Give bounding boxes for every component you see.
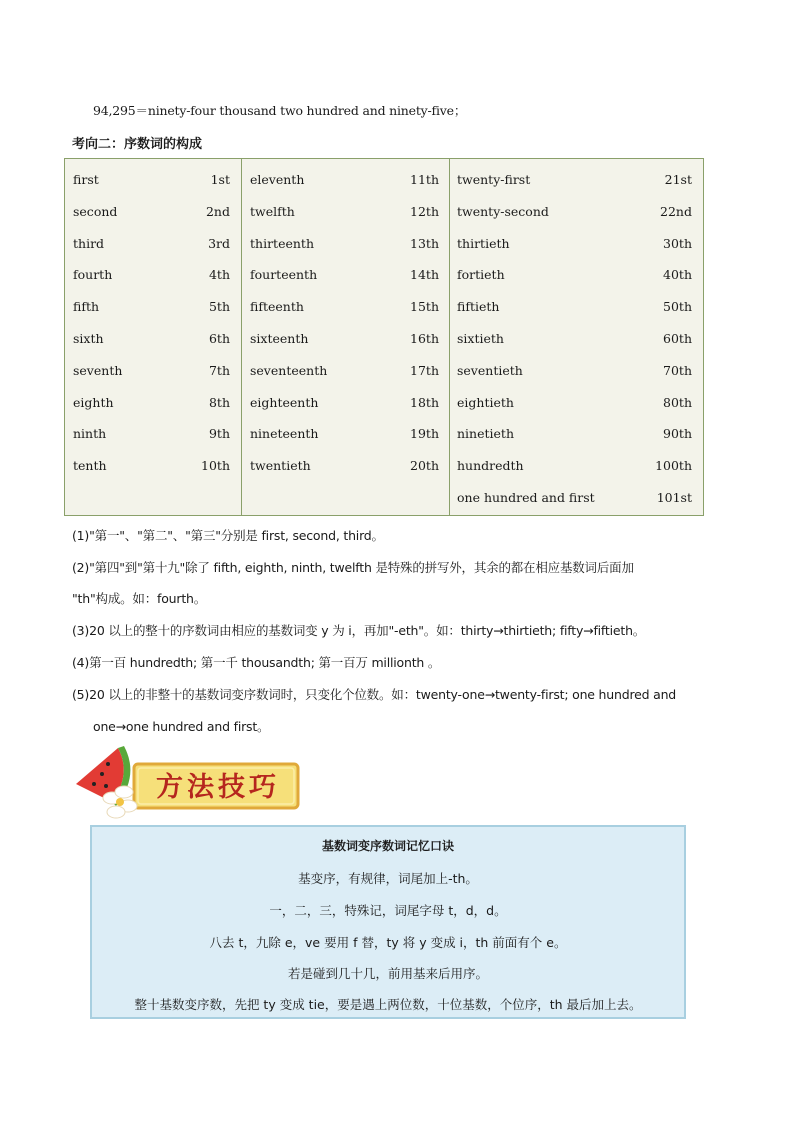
ordinal-row bbox=[450, 393, 703, 413]
ordinal-word: nineteenth bbox=[250, 426, 319, 442]
note-4: (4)第一百 hundredth; 第一千 thousandth; 第一百万 millionth 。 bbox=[72, 655, 441, 670]
ordinal-abbrev: 16th bbox=[410, 331, 439, 346]
ordinal-word: eighteenth bbox=[250, 394, 319, 410]
ordinal-word: twenty-first bbox=[457, 172, 531, 187]
ordinal-abbrev: 17th bbox=[410, 362, 439, 378]
ordinal-word: ninetieth bbox=[457, 426, 514, 442]
ordinal-word: thirtieth bbox=[457, 235, 510, 251]
section-title: 考向二：序数词的构成 bbox=[72, 137, 203, 152]
ordinal-abbrev: 8th bbox=[208, 394, 230, 410]
ordinal-abbrev: 15th bbox=[410, 299, 439, 315]
note-2-line-1: (2)"第四"到"第十九"除了 fifth, eighth, ninth, twelfth 是特殊的拼写外，其余的都在相应基数词后面加 bbox=[72, 560, 634, 575]
ordinal-word: one hundred and first bbox=[457, 490, 595, 505]
ordinal-word: ninth bbox=[73, 426, 107, 442]
ordinal-abbrev: 40th bbox=[663, 267, 692, 283]
ordinal-row bbox=[450, 170, 703, 190]
ordinal-abbrev: 11th bbox=[410, 172, 439, 187]
ordinal-abbrev: 21st bbox=[664, 172, 692, 187]
ordinal-word: tenth bbox=[73, 458, 107, 474]
ordinal-word: twelfth bbox=[250, 203, 295, 219]
ordinal-column-3 bbox=[450, 159, 703, 515]
ordinal-abbrev: 1st bbox=[210, 172, 230, 187]
ordinal-word: sixteenth bbox=[250, 331, 309, 346]
ordinal-row bbox=[450, 329, 703, 349]
ordinal-row bbox=[65, 361, 241, 381]
ordinal-word: fortieth bbox=[457, 267, 505, 283]
note-2-line-2: "th"构成。如：fourth。 bbox=[72, 591, 207, 606]
tips-line: 基变序，有规律，词尾加上-th。 bbox=[298, 871, 478, 886]
ordinal-abbrev: 22nd bbox=[660, 203, 692, 219]
banner-title: 方法技巧 bbox=[156, 772, 280, 803]
ordinal-word: twenty-second bbox=[457, 203, 549, 219]
ordinal-abbrev: 3rd bbox=[208, 235, 230, 251]
ordinal-abbrev: 19th bbox=[410, 426, 439, 442]
ordinal-abbrev: 90th bbox=[663, 426, 692, 442]
tips-line: 整十基数变序数，先把 ty 变成 tie，要是遇上两位数，十位基数，个位序，th 最后加上去。 bbox=[134, 997, 642, 1012]
ordinal-word: first bbox=[73, 172, 99, 187]
ordinal-abbrev: 101st bbox=[656, 490, 692, 505]
ordinal-row bbox=[450, 234, 703, 254]
ordinal-word: eightieth bbox=[457, 394, 514, 410]
ordinal-abbrev: 13th bbox=[410, 235, 439, 251]
ordinal-word: sixtieth bbox=[457, 331, 504, 346]
ordinal-row bbox=[65, 329, 241, 349]
ordinal-row bbox=[450, 265, 703, 285]
tips-box bbox=[90, 825, 686, 1019]
ordinal-row bbox=[242, 456, 449, 476]
ordinal-row bbox=[65, 297, 241, 317]
note-5-line-2: one→one hundred and first。 bbox=[93, 719, 270, 734]
ordinal-abbrev: 70th bbox=[663, 362, 692, 378]
ordinal-row bbox=[450, 488, 703, 508]
ordinal-row bbox=[65, 424, 241, 444]
ordinal-word: second bbox=[73, 203, 118, 219]
ordinal-row bbox=[65, 456, 241, 476]
ordinal-row bbox=[450, 456, 703, 476]
ordinal-abbrev: 14th bbox=[410, 267, 439, 283]
ordinal-row bbox=[242, 297, 449, 317]
tips-title: 基数词变序数词记忆口诀 bbox=[321, 839, 454, 853]
ordinal-row bbox=[450, 424, 703, 444]
ordinal-row bbox=[65, 234, 241, 254]
ordinal-word: fourteenth bbox=[250, 267, 318, 283]
ordinal-row bbox=[450, 361, 703, 381]
ordinal-row bbox=[242, 170, 449, 190]
ordinal-word: eleventh bbox=[250, 172, 305, 187]
ordinal-word: seventh bbox=[73, 362, 123, 378]
ordinal-abbrev: 7th bbox=[208, 362, 230, 378]
note-3: (3)20 以上的整十的序数词由相应的基数词变 y 为 i，再加"-eth"。如：thirty→thirtieth; fifty→fiftieth。 bbox=[72, 623, 646, 638]
note-1: (1)"第一"、"第二"、"第三"分别是 first, second, third。 bbox=[72, 528, 384, 543]
ordinal-row bbox=[242, 424, 449, 444]
ordinal-row bbox=[65, 393, 241, 413]
ordinal-row bbox=[65, 265, 241, 285]
ordinal-abbrev: 12th bbox=[410, 203, 439, 219]
ordinal-word: fifth bbox=[73, 299, 100, 315]
ordinal-row bbox=[450, 297, 703, 317]
method-tips-banner bbox=[72, 744, 304, 820]
ordinal-row bbox=[242, 202, 449, 222]
ordinal-abbrev: 20th bbox=[410, 458, 439, 474]
ordinal-abbrev: 10th bbox=[201, 458, 230, 474]
ordinal-word: seventieth bbox=[457, 362, 523, 378]
ordinal-row bbox=[65, 202, 241, 222]
ordinal-abbrev: 30th bbox=[663, 235, 692, 251]
ordinal-word: thirteenth bbox=[250, 235, 314, 251]
ordinal-column-1 bbox=[65, 159, 242, 515]
ordinal-word: fifteenth bbox=[250, 299, 304, 315]
ordinal-abbrev: 80th bbox=[663, 394, 692, 410]
ordinal-abbrev: 100th bbox=[655, 458, 692, 474]
ordinal-abbrev: 4th bbox=[208, 267, 230, 283]
ordinal-row bbox=[242, 393, 449, 413]
ordinal-word: eighth bbox=[73, 394, 114, 410]
ordinal-abbrev: 18th bbox=[410, 394, 439, 410]
ordinal-table bbox=[64, 158, 704, 516]
ordinal-abbrev: 50th bbox=[663, 299, 692, 315]
ordinal-abbrev: 9th bbox=[208, 426, 230, 442]
ordinal-abbrev: 6th bbox=[208, 331, 230, 346]
ordinal-word: fiftieth bbox=[457, 299, 500, 315]
ordinal-word: sixth bbox=[73, 331, 104, 346]
ordinal-word: seventeenth bbox=[250, 362, 328, 378]
ordinal-abbrev: 5th bbox=[208, 299, 230, 315]
ordinal-abbrev: 2nd bbox=[205, 203, 230, 219]
ordinal-word: hundredth bbox=[457, 458, 524, 474]
ordinal-column-2 bbox=[242, 159, 450, 515]
ordinal-row bbox=[242, 265, 449, 285]
ordinal-row bbox=[242, 234, 449, 254]
tips-line: 若是碰到几十几，前用基来后用序。 bbox=[287, 966, 488, 981]
ordinal-row bbox=[242, 329, 449, 349]
ordinal-word: third bbox=[73, 235, 105, 251]
ordinal-row bbox=[450, 202, 703, 222]
ordinal-row bbox=[65, 170, 241, 190]
tips-line: 八去 t，九除 e，ve 要用 f 替，ty 将 y 变成 i，th 前面有个 e。 bbox=[209, 935, 567, 950]
note-5-line-1: (5)20 以上的非整十的基数词变序数词时，只变化个位数。如：twenty-one→twenty-first; one hundred and bbox=[72, 687, 677, 702]
tips-line: 一，二，三，特殊记，词尾字母 t，d，d。 bbox=[269, 903, 507, 918]
ordinal-word: fourth bbox=[73, 267, 113, 283]
intro-example-line: 94,295＝ninety-four thousand two hundred and ninety-five； bbox=[93, 103, 467, 118]
ordinal-abbrev: 60th bbox=[663, 331, 692, 346]
ordinal-row bbox=[242, 361, 449, 381]
ordinal-word: twentieth bbox=[250, 458, 311, 474]
